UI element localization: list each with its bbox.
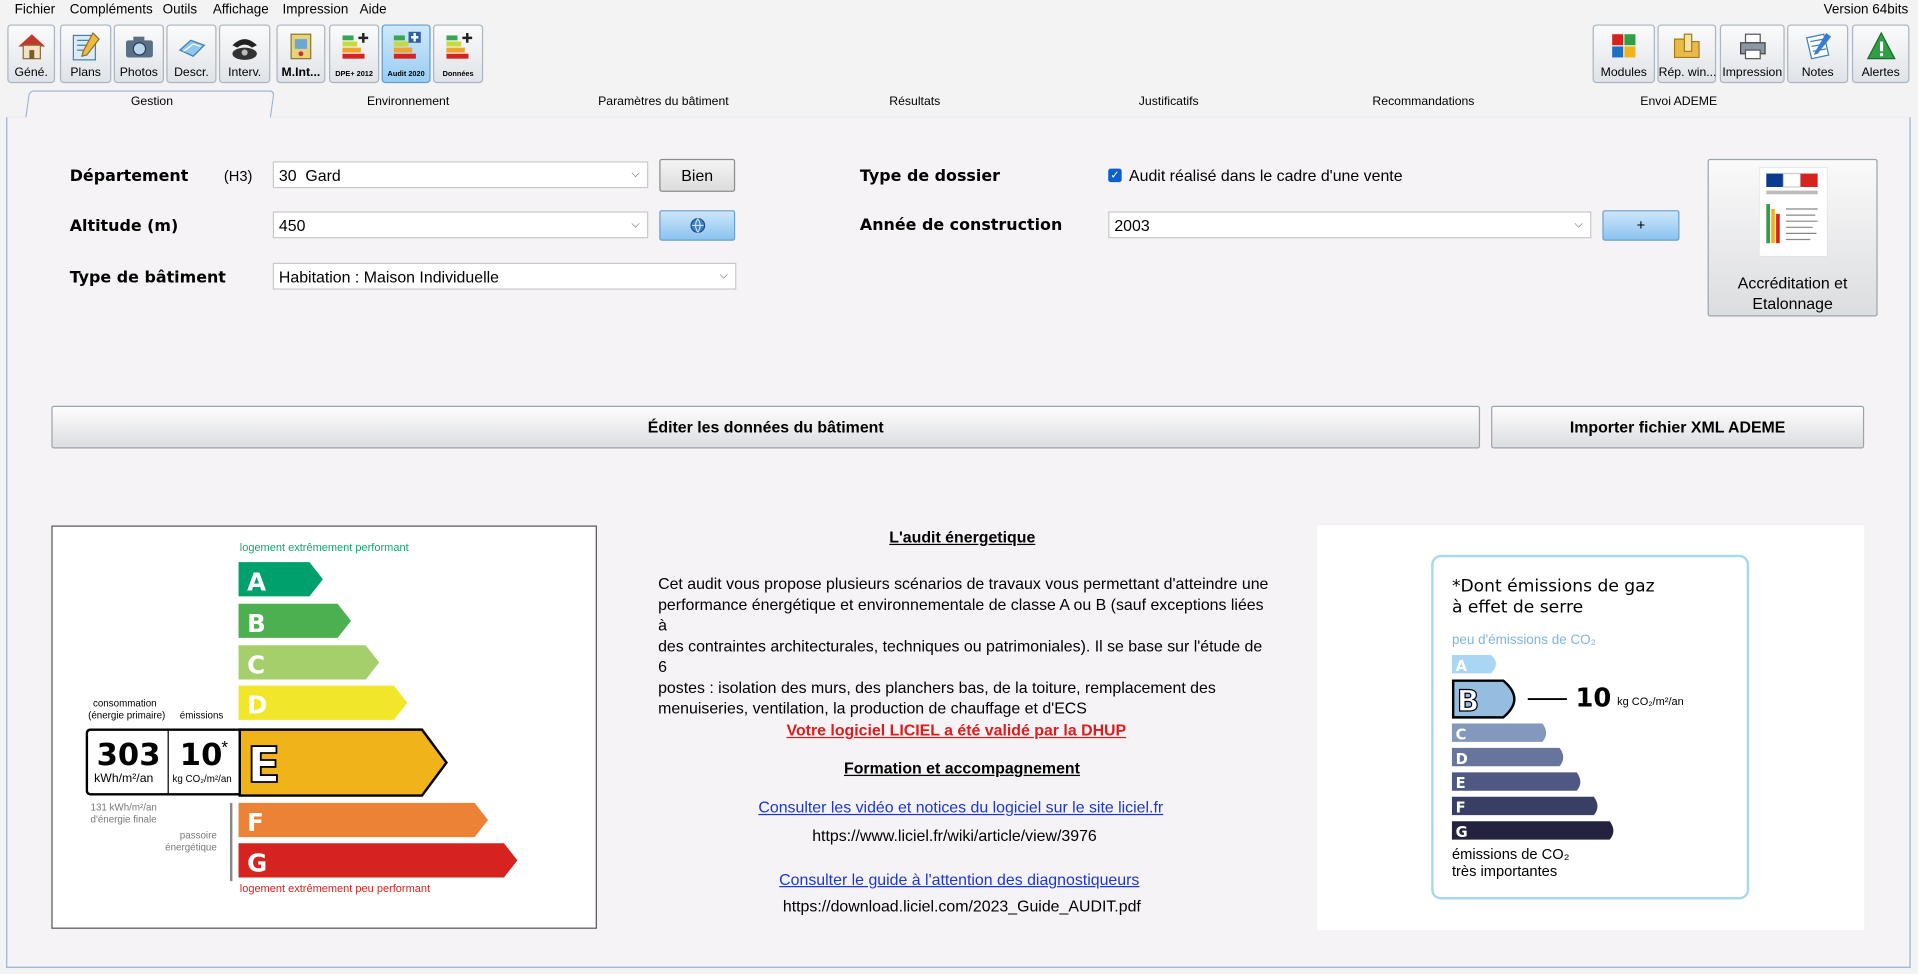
- toolbar-audit-2020-button[interactable]: [382, 24, 431, 83]
- version-label: Version 64bits: [1823, 2, 1909, 18]
- formation-heading: Formation et accompagnement: [844, 758, 1080, 778]
- menu-outils[interactable]: Outils: [162, 2, 198, 18]
- svg-text:B: B: [247, 608, 266, 638]
- passoire-caption: passoire: [179, 829, 217, 841]
- annee-construction-label: Année de construction: [859, 216, 1063, 235]
- final-energy-caption: d'énergie finale: [90, 813, 157, 825]
- toolbar-label: Audit 2020: [387, 70, 425, 79]
- ges-class-b-current: [1453, 681, 1514, 719]
- videos-notices-url: https://www.liciel.fr/wiki/article/view/3976: [812, 826, 1097, 845]
- type-dossier-label: Type de dossier: [859, 167, 1000, 186]
- tab-resultats[interactable]: Résultats: [889, 95, 941, 109]
- toolbar-label: Rép. win...: [1658, 65, 1717, 80]
- altitude-select[interactable]: [273, 211, 649, 238]
- tab-recommandations[interactable]: Recommandations: [1372, 95, 1475, 109]
- toolbar-notes-button[interactable]: [1787, 24, 1848, 83]
- svg-text:D: D: [247, 690, 268, 720]
- svg-text:D: D: [1455, 750, 1468, 768]
- svg-text:G: G: [1455, 824, 1468, 842]
- svg-text:E: E: [1455, 775, 1466, 793]
- bien-button[interactable]: Bien: [659, 159, 735, 192]
- menu-impression[interactable]: Impression: [282, 2, 349, 18]
- emissions-star: *: [221, 736, 229, 757]
- annee-construction-select[interactable]: [1108, 211, 1591, 238]
- menu-affichage[interactable]: Affichage: [212, 2, 269, 18]
- description-icon: [176, 31, 208, 63]
- toolbar-alertes-button[interactable]: [1852, 24, 1909, 83]
- toolbar-label: Données: [442, 70, 474, 79]
- toolbar-descr-button[interactable]: [166, 24, 216, 83]
- final-energy-value: 131 kWh/m²/an: [90, 801, 157, 813]
- tab-parametres-batiment[interactable]: Paramètres du bâtiment: [598, 95, 729, 109]
- guide-diagnostiqueurs-url: https://download.liciel.com/2023_Guide_AUDIT.pdf: [782, 897, 1141, 916]
- dpe-class-e-current: [240, 730, 447, 796]
- phone-icon: [229, 31, 261, 63]
- toolbar-label: Impression: [1722, 65, 1783, 80]
- svg-text:E: E: [247, 737, 281, 795]
- menu-fichier[interactable]: Fichier: [14, 2, 56, 18]
- altitude-value: 450: [278, 216, 306, 235]
- departement-select[interactable]: [273, 161, 649, 188]
- editer-donnees-batiment-button[interactable]: Éditer les données du bâtiment: [51, 406, 1480, 449]
- ministere-logo-icon: [1759, 167, 1827, 256]
- chevron-down-icon: ⌵: [1574, 217, 1583, 230]
- tab-gestion[interactable]: Gestion: [130, 95, 174, 109]
- toolbar-label: Interv.: [228, 65, 262, 80]
- passoire-bar: [230, 803, 232, 881]
- menu-bar: [0, 0, 1918, 21]
- type-batiment-value: Habitation : Maison Individuelle: [278, 267, 499, 286]
- globe-icon: [689, 218, 705, 234]
- ges-class-g: [1452, 821, 1613, 841]
- emissions-value: 10: [179, 736, 223, 773]
- printer-icon: [1736, 31, 1768, 63]
- chevron-down-icon: ⌵: [719, 268, 728, 282]
- dpe-values-divider: [168, 731, 169, 793]
- accreditation-label: Accréditation et Etalonnage: [1737, 273, 1848, 313]
- ges-title: *Dont émissions de gaz: [1451, 576, 1655, 597]
- toolbar-label: Plans: [70, 65, 101, 80]
- conso-unit: kWh/m²/an: [94, 772, 154, 786]
- toolbar-label: Alertes: [1861, 65, 1900, 80]
- chevron-down-icon: ⌵: [631, 167, 640, 180]
- toolbar-impression-button[interactable]: [1720, 24, 1785, 83]
- puzzle-icon: [1608, 31, 1640, 63]
- tab-bar: [6, 88, 1911, 119]
- conso-caption-2: (énergie primaire): [88, 710, 166, 722]
- tab-environnement[interactable]: Environnement: [366, 95, 450, 109]
- plans-icon: [70, 31, 102, 63]
- videos-notices-link[interactable]: Consulter les vidéo et notices du logiciel sur le site liciel.fr: [758, 798, 1164, 817]
- notes-icon: [1802, 31, 1834, 63]
- toolbar-plans-button[interactable]: [60, 24, 111, 83]
- svg-text:F: F: [1455, 799, 1466, 817]
- validated-dhup-text: Votre logiciel LICIEL a été validé par la DHUP: [786, 721, 1127, 740]
- toolbar-label: Photos: [119, 65, 158, 80]
- toolbar-label: M.Int...: [281, 65, 321, 80]
- toolbar-rep-win-button[interactable]: [1657, 24, 1716, 83]
- toolbar-label: DPE+ 2012: [335, 70, 373, 79]
- toolbar-dpe-2012-button[interactable]: [329, 24, 379, 83]
- toolbar-modules-button[interactable]: [1593, 24, 1655, 83]
- audit-2020-icon: [390, 31, 422, 63]
- ges-class-c: [1452, 723, 1546, 743]
- dpe-class-c: [239, 645, 380, 679]
- alert-icon: [1865, 31, 1897, 63]
- ges-class-f: [1452, 797, 1598, 817]
- departement-label: Département: [69, 167, 189, 186]
- dpe-2012-icon: [338, 31, 370, 63]
- audit-paragraph-line: postes : isolation des murs, des planchers bas, de la toiture, remplacement des: [658, 678, 1216, 697]
- ges-bottom-caption: émissions de CO₂: [1451, 845, 1570, 863]
- dpe-class-a: [239, 562, 323, 596]
- chevron-down-icon: ⌵: [631, 217, 640, 230]
- svg-text:B: B: [1456, 684, 1480, 719]
- audit-paragraph-line: menuiseries, ventilation, la production de chauffage et d'ECS: [658, 699, 1087, 718]
- ges-class-e: [1452, 772, 1580, 792]
- menu-complements[interactable]: Compléments: [69, 2, 153, 18]
- toolbar-gene-button[interactable]: [7, 24, 55, 83]
- ges-title-2: à effet de serre: [1451, 597, 1584, 618]
- dpe-class-d: [239, 686, 408, 720]
- guide-diagnostiqueurs-link[interactable]: Consulter le guide à l'attention des diagnostiqueurs: [779, 870, 1140, 889]
- toolbar-label: Modules: [1600, 65, 1647, 80]
- svg-text:A: A: [1455, 657, 1467, 675]
- ges-class-d: [1452, 748, 1563, 768]
- type-batiment-select[interactable]: [273, 263, 737, 290]
- dpe-bottom-caption: logement extrêmement peu performant: [239, 882, 431, 895]
- audit-paragraph-line: Cet audit vous propose plusieurs scénarios de travaux vous permettant d'atteindre une: [658, 574, 1269, 593]
- tab-justificatifs[interactable]: Justificatifs: [1138, 95, 1199, 109]
- ges-class-a: [1452, 655, 1496, 675]
- ges-unit: kg CO₂/m²/an: [1617, 695, 1684, 708]
- svg-text:G: G: [247, 848, 268, 878]
- ges-bottom-caption-2: très importantes: [1451, 862, 1558, 880]
- toolbar-label: Géné.: [14, 65, 48, 80]
- dpe-class-b: [239, 604, 352, 638]
- m-int-icon: [285, 31, 317, 63]
- dpe-top-caption: logement extrêmement performant: [239, 541, 409, 554]
- dpe-class-g: [239, 843, 518, 877]
- ges-scale: [1449, 653, 1694, 849]
- audit-paragraph-line: des contraintes architecturales, techniques ou patrimoniales). Il se base sur l'étude de 6: [658, 636, 1263, 676]
- audit-title: L'audit énergetique: [889, 527, 1036, 547]
- departement-value: 30 Gard: [278, 166, 341, 185]
- globe-button[interactable]: [659, 210, 735, 241]
- zone-label: (H3): [223, 167, 253, 185]
- emissions-unit: kg CO₂/m²/an: [172, 773, 232, 785]
- type-batiment-label: Type de bâtiment: [69, 268, 226, 288]
- audit-paragraph-line: performance énergétique et environnementale de classe A ou B (sauf exceptions liées à: [658, 595, 1264, 635]
- ges-top-caption: peu d'émissions de CO₂: [1451, 633, 1596, 648]
- altitude-label: Altitude (m): [69, 217, 179, 236]
- passoire-caption-2: énergétique: [165, 842, 217, 854]
- accreditation-button[interactable]: [1708, 159, 1878, 317]
- importer-xml-ademe-button[interactable]: Importer fichier XML ADEME: [1491, 406, 1864, 449]
- audit-vente-checkbox[interactable]: ✓: [1108, 169, 1121, 182]
- svg-text:F: F: [247, 808, 264, 838]
- toolbar-mint-button[interactable]: [276, 24, 325, 83]
- svg-text:C: C: [247, 650, 266, 680]
- toolbar-interv-button[interactable]: [219, 24, 270, 83]
- camera-icon: [123, 31, 155, 63]
- folder-icon: [1671, 31, 1703, 63]
- add-annee-button[interactable]: +: [1602, 210, 1679, 241]
- toolbar-photos-button[interactable]: [114, 24, 164, 83]
- conso-caption: consommation: [92, 697, 157, 709]
- toolbar-label: Notes: [1801, 65, 1834, 80]
- ges-value: 10: [1575, 683, 1612, 713]
- dpe-class-f: [239, 803, 489, 837]
- annee-value: 2003: [1114, 216, 1150, 235]
- house-icon: [15, 31, 47, 63]
- emissions-caption: émissions: [179, 710, 224, 722]
- menu-aide[interactable]: Aide: [359, 2, 387, 18]
- dpe-scale: [232, 558, 526, 881]
- toolbar-donnees-button[interactable]: [433, 24, 483, 83]
- donnees-icon: [442, 31, 474, 63]
- audit-paragraph: [658, 573, 1270, 718]
- svg-text:A: A: [247, 567, 267, 597]
- svg-text:C: C: [1455, 726, 1467, 744]
- tab-envoi-ademe[interactable]: Envoi ADEME: [1640, 95, 1718, 109]
- conso-value: 303: [96, 736, 161, 773]
- audit-vente-label[interactable]: Audit réalisé dans le cadre d'une vente: [1129, 166, 1403, 185]
- toolbar-label: Descr.: [174, 65, 209, 80]
